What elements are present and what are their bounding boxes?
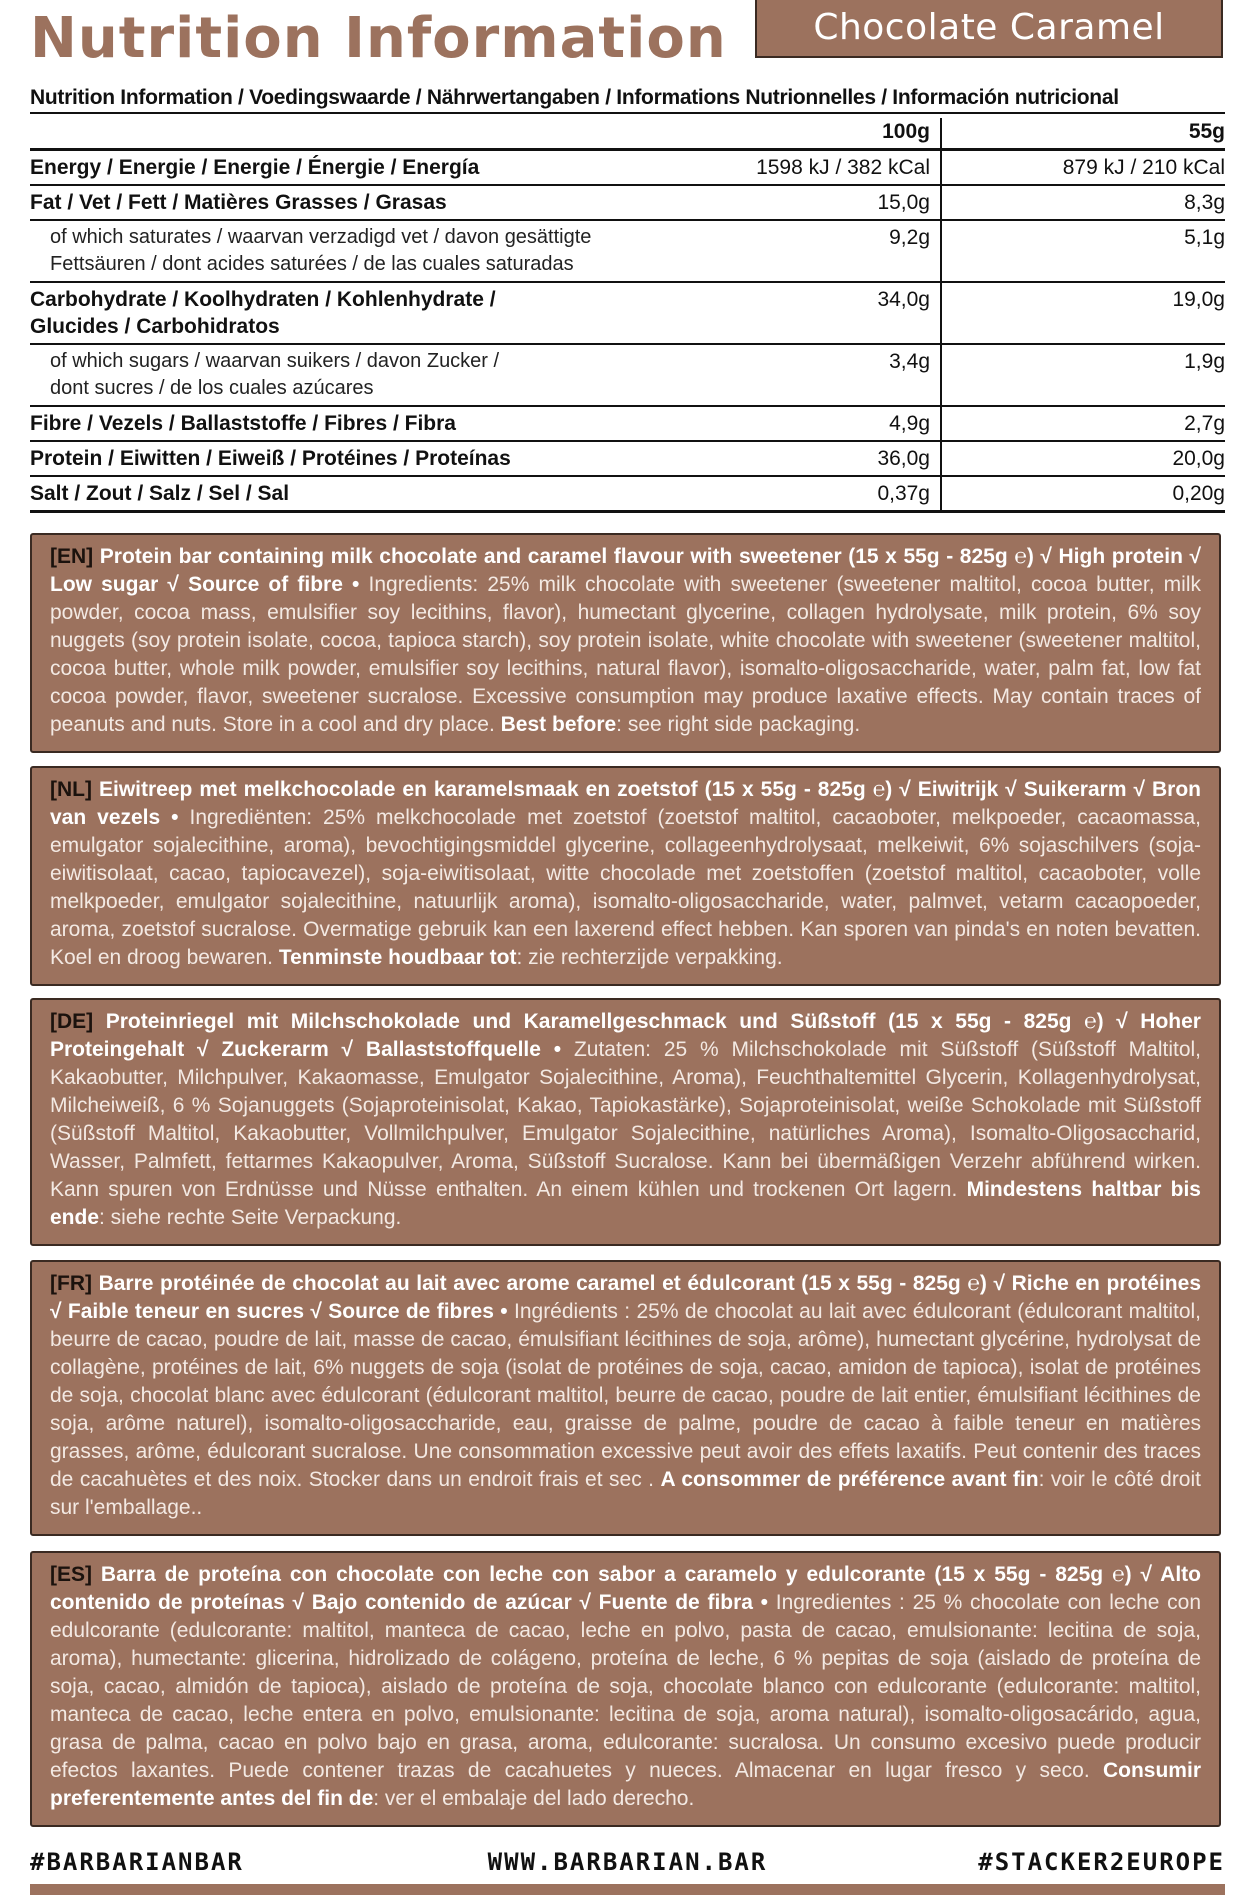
bottom-bar xyxy=(30,1884,1225,1895)
footer-hashtag-left: #BARBARIANBAR xyxy=(30,1848,244,1876)
best-before-text: : siehe rechte Seite Verpackung. xyxy=(99,1206,402,1229)
ingredients-block-de xyxy=(30,998,1221,1246)
row-value-100g: 3,4g xyxy=(889,350,930,373)
language-code: [ES] xyxy=(50,1563,92,1586)
footer-hashtag-right: #STACKER2EUROPE xyxy=(978,1848,1225,1876)
row-label: Fibre / Vezels / Ballaststoffe / Fibres / Fibra xyxy=(30,412,456,435)
footer-website: WWW.BARBARIAN.BAR xyxy=(487,1848,768,1876)
row-value-55g: 5,1g xyxy=(1184,226,1225,249)
table-row-protein xyxy=(30,442,1225,477)
ingredients-text: Ingrediënten: 25% melkchocolade met zoetstof (zoetstof maltitol, cacaoboter, melkpoeder, cacaomassa, emulgator sojalecithine, aroma), bevochtigingsmiddel glycerine, collageenhydrolysaat, melkeiwit, 6% sojaschilvers (soja-eiwitisolaat, cacao, tapiocavezel), soja-eiwitisolaat, witte chocolade met zoetstoffen (zoetstof maltitol, cacaoboter, volle melkpoeder, emulgator sojalecithine, natuurlijk aroma), isomalto-oligosaccharide, water, palmvet, vetarm cacaopoeder, aroma, zoetstof sucralose. Overmatige gebruik kan een laxerend effect hebben. Kan sporen van pinda's en noten bevatten. Koel en droog bewaren. xyxy=(50,806,1201,969)
table-row-fat xyxy=(30,186,1225,221)
ingredients-block-es xyxy=(30,1551,1221,1827)
row-label: of which sugars / waarvan suikers / davon Zucker / dont sucres / de los cuales azúcares xyxy=(50,350,500,399)
row-value-55g: 8,3g xyxy=(1184,191,1225,214)
nutrition-label xyxy=(30,0,1225,1876)
row-label: Energy / Energie / Energie / Énergie / Energía xyxy=(30,156,480,179)
row-value-100g: 34,0g xyxy=(877,288,930,311)
best-before-label: A consommer de préférence avant fin xyxy=(660,1468,1039,1491)
row-value-55g: 2,7g xyxy=(1184,412,1225,435)
nutrition-table-heading: Nutrition Information / Voedingswaarde / Nährwertangaben / Informations Nutrionnelles / Información nutricional xyxy=(30,84,1225,114)
column-header-100g: 100g xyxy=(882,120,930,143)
column-header-55g: 55g xyxy=(1188,120,1225,143)
best-before-text: : zie rechterzijde verpakking. xyxy=(516,946,783,969)
row-label: Fat / Vet / Fett / Matières Grasses / Grasas xyxy=(30,191,447,214)
footer xyxy=(30,1848,1225,1878)
best-before-label: Consumir preferentemente antes del fin de xyxy=(50,1759,1201,1810)
ingredients-block-nl xyxy=(30,766,1221,986)
best-before-text: : see right side packaging. xyxy=(616,713,861,736)
row-label: Salt / Zout / Salz / Sel / Sal xyxy=(30,482,290,505)
row-value-55g: 19,0g xyxy=(1172,288,1225,311)
row-value-55g: 1,9g xyxy=(1184,350,1225,373)
row-value-55g: 20,0g xyxy=(1172,447,1225,470)
product-headline: Barra de proteína con chocolate con leche con sabor a caramelo y edulcorante (15 x 55g - 825g ℮) √ Alto contenido de proteínas √ Bajo contenido de azúcar √ Fuente de fibra • xyxy=(50,1563,1201,1614)
table-row-sugars xyxy=(30,345,1225,407)
row-value-100g: 9,2g xyxy=(889,226,930,249)
row-label: of which saturates / waarvan verzadigd vet / davon gesättigte Fettsäuren / dont acides saturées / de las cuales saturadas xyxy=(50,226,592,275)
product-headline: Eiwitreep met melkchocolade en karamelsmaak en zoetstof (15 x 55g - 825g ℮) √ Eiwitrijk √ Suikerarm √ Bron van vezels • xyxy=(50,778,1202,829)
row-label: Carbohydrate / Koolhydraten / Kohlenhydrate / Glucides / Carbohidratos xyxy=(30,288,496,338)
best-before-text: : ver el embalaje del lado derecho. xyxy=(373,1787,695,1810)
header xyxy=(30,0,1225,82)
product-headline: Protein bar containing milk chocolate and caramel flavour with sweetener (15 x 55g - 825g ℮) √ High protein √ Low sugar √ Source of fibre • xyxy=(50,545,1202,596)
best-before-label: Mindestens haltbar bis ende xyxy=(50,1178,1201,1229)
row-value-55g: 879 kJ / 210 kCal xyxy=(1062,156,1225,179)
language-code: [DE] xyxy=(50,1010,94,1033)
row-value-100g: 0,37g xyxy=(877,482,930,505)
table-row-fibre xyxy=(30,407,1225,442)
table-row-energy xyxy=(30,151,1225,186)
row-value-100g: 4,9g xyxy=(889,412,930,435)
table-row-carbohydrate xyxy=(30,283,1225,345)
table-header-row xyxy=(30,114,1225,151)
best-before-label: Tenminste houdbaar tot xyxy=(278,946,517,969)
language-code: [NL] xyxy=(50,778,92,801)
ingredients-block-en xyxy=(30,533,1221,753)
language-code: [FR] xyxy=(50,1272,92,1295)
row-value-100g: 1598 kJ / 382 kCal xyxy=(756,156,930,179)
ingredients-text: Ingredients: 25% milk chocolate with sweetener (sweetener maltitol, cocoa butter, milk powder, cocoa mass, emulsifier soy lecithins, flavor), humectant glycerine, collagen hydrolysate, milk protein, 6% soy nuggets (soy protein isolate, cocoa, tapioca starch), soy protein isolate, white chocolate with sweetener (sweetener maltitol, cocoa butter, whole milk powder, emulsifier soy lecithins, natural flavor), isomalto-oligosaccharide, water, palm fat, low fat cocoa powder, flavor, sweetener sucralose. Excessive consumption may produce laxative effects. May contain traces of peanuts and nuts. Store in a cool and dry place. xyxy=(50,573,1201,736)
page-title: Nutrition Information xyxy=(30,6,727,71)
ingredients-text: Ingredientes : 25 % chocolate con leche con edulcorante (edulcorante: maltitol, manteca de cacao, leche en polvo, pasta de cacao, emulsionante: lecitina de soja, aroma), humectante: glicerina, hidrolizado de colágeno, proteína de leche, 6 % pepitas de soja (aislado de proteína de soja, cacao, almidón de tapioca), aislado de proteína de soja, chocolate blanco con edulcorante (edulcorante: maltitol, manteca de cacao, leche entera en polvo, emulsionante: lecitina de soja, aroma natural), isomalto-oligosacárido, agua, grasa de palma, cacao en polvo bajo en grasa, aroma, edulcorante: sucralosa. Un consumo excesivo puede producir efectos laxantes. Puede contener trazas de cacahuetes y nueces. Almacenar en lugar fresco y seco. xyxy=(50,1591,1201,1782)
flavour-badge: Chocolate Caramel xyxy=(755,0,1223,58)
nutrition-table xyxy=(30,84,1225,513)
language-code: [EN] xyxy=(50,545,94,568)
row-label: Protein / Eiwitten / Eiweiß / Protéines / Proteínas xyxy=(30,447,511,470)
table-row-saturates xyxy=(30,221,1225,283)
ingredients-block-fr xyxy=(30,1260,1221,1536)
product-headline: Barre protéinée de chocolat au lait avec arome caramel et édulcorant (15 x 55g - 825g ℮) √ Riche en protéines √ Faible teneur en sucres √ Source de fibres • xyxy=(50,1272,1201,1323)
product-headline: Proteinriegel mit Milchschokolade und Karamellgeschmack und Süßstoff (15 x 55g - 825g ℮) √ Hoher Proteingehalt √ Zuckerarm √ Ballaststoffquelle • xyxy=(50,1010,1201,1061)
table-row-salt xyxy=(30,477,1225,513)
ingredients-text: Zutaten: 25 % Milchschokolade mit Süßstoff (Süßstoff Maltitol, Kakaobutter, Milchpulver, Kakaomasse, Emulgator Sojalecithine, Aroma), Feuchthaltemittel Glycerin, Kollagenhydrolysat, Milcheiweiß, 6 % Sojanuggets (Sojaproteinisolat, Kakao, Tapiokastärke), Sojaproteinisolat, weiße Schokolade mit Süßstoff (Süßstoff Maltitol, Kakaobutter, Vollmilchpulver, Emulgator Sojalecithine, natürliches Aroma), Isomalto-Oligosaccharid, Wasser, Palmfett, fettarmes Kakaopulver, Aroma, Süßstoff Sucralose. Kann bei übermäßigen Verzehr abführend wirken. Kann spuren von Erdnüsse und Nüsse enthalten. An einem kühlen und trockenen Ort lagern. xyxy=(50,1038,1201,1201)
row-value-100g: 15,0g xyxy=(877,191,930,214)
ingredients-text: Ingrédients : 25% de chocolat au lait avec édulcorant (édulcorant maltitol, beurre de cacao, poudre de lait, masse de cacao, émulsifiant lécithines de soja, arôme), humectant glycérine, hydrolysat de collagène, protéines de lait, 6% nuggets de soja (isolat de protéines de soja, cacao, amidon de tapioca), isolat de protéines de soja, chocolat blanc avec édulcorant (édulcorant maltitol, beurre de cacao, poudre de lait entier, émulsifiant lécithines de soja, arôme naturel), isomalto-oligosaccharide, eau, graisse de palme, poudre de cacao à faible teneur en matières grasses, arôme, édulcorant sucralose. Une consommation excessive peut avoir des effets laxatifs. Peut contenir des traces de cacahuètes et des noix. Stocker dans un endroit frais et sec . xyxy=(50,1300,1201,1491)
best-before-text: : voir le côté droit sur l'emballage.. xyxy=(50,1468,1201,1519)
best-before-label: Best before xyxy=(500,713,617,736)
row-value-100g: 36,0g xyxy=(877,447,930,470)
row-value-55g: 0,20g xyxy=(1172,482,1225,505)
